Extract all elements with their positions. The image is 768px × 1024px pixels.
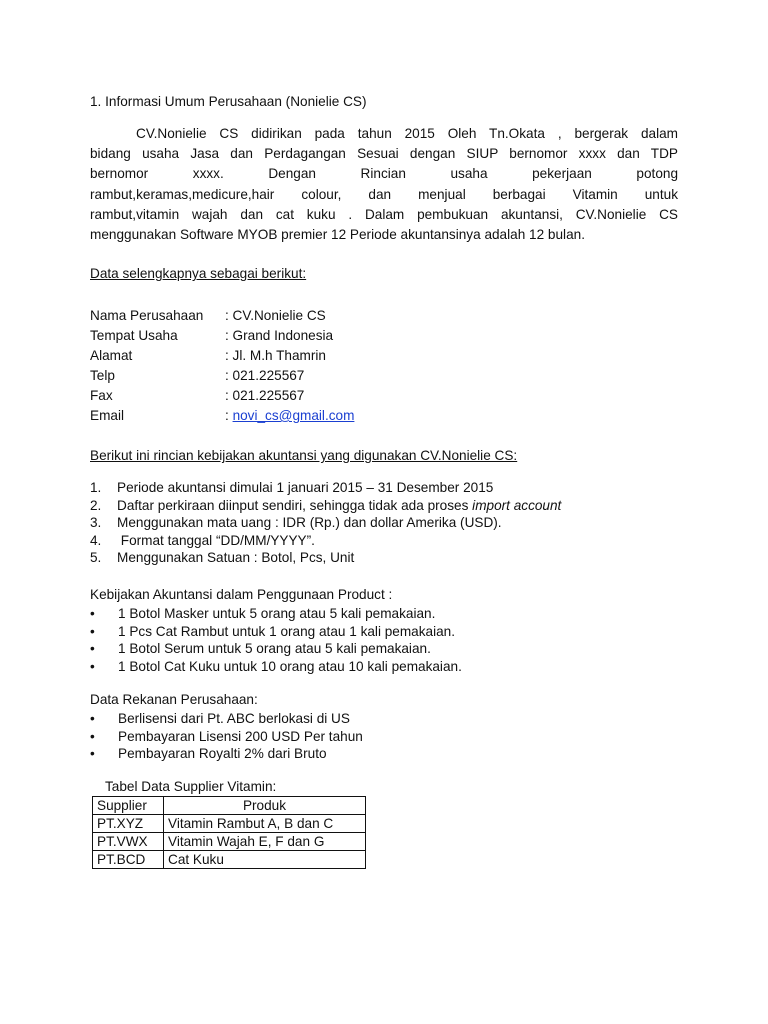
product-list	[90, 605, 462, 675]
company-data-value: : Jl. M.h Thamrin	[225, 348, 326, 363]
email-colon: :	[225, 408, 233, 423]
company-data-value	[225, 406, 354, 426]
table-caption: Tabel Data Supplier Vitamin:	[105, 779, 277, 794]
table-cell: PT.BCD	[93, 851, 164, 869]
bullet-icon: •	[90, 658, 95, 674]
list-item	[90, 549, 561, 567]
paragraph-line: bidang usaha Jasa dan Perdagangan Sesuai dengan SIUP bernomor xxxx dan TDP	[90, 146, 678, 162]
bullet-text: Berlisensi dari Pt. ABC berlokasi di US	[118, 711, 350, 726]
data-title: Data selengkapnya sebagai berikut:	[90, 266, 307, 281]
company-data-row	[90, 326, 354, 346]
list-number: 5.	[90, 550, 102, 566]
company-data-value: : 021.225567	[225, 368, 305, 383]
table-row	[93, 833, 366, 851]
bullet-item	[90, 728, 363, 746]
list-text: Menggunakan mata uang : IDR (Rp.) dan dollar Amerika (USD).	[117, 515, 502, 531]
paragraph-line: rambut,vitamin wajah dan cat kuku . Dalam pembukuan akuntansi, CV.Nonielie CS	[90, 206, 678, 222]
company-description	[90, 124, 678, 245]
list-text: Menggunakan Satuan : Botol, Pcs, Unit	[117, 550, 355, 566]
table-row	[93, 851, 366, 869]
list-item	[90, 514, 561, 532]
policy-list	[90, 479, 561, 567]
bullet-text: Pembayaran Royalti 2% dari Bruto	[118, 746, 327, 762]
email-link[interactable]: novi_cs@gmail.com	[232, 408, 355, 423]
bullet-text: Pembayaran Lisensi 200 USD Per tahun	[118, 728, 363, 744]
list-item	[90, 479, 561, 497]
bullet-text: 1 Botol Masker untuk 5 orang atau 5 kali pemakaian.	[118, 606, 436, 621]
company-data-label: Nama Perusahaan	[90, 308, 204, 323]
table-cell: Vitamin Rambut A, B dan C	[164, 815, 366, 833]
list-number: 2.	[90, 497, 102, 513]
company-data-label: Tempat Usaha	[90, 328, 178, 343]
list-text-plain: Daftar perkiraan diinput sendiri, sehingga tidak ada proses	[117, 497, 473, 513]
paragraph-line: bernomor xxxx. Dengan Rincian usaha pekerjaan potong	[90, 166, 678, 182]
table-cell: Vitamin Wajah E, F dan G	[164, 833, 366, 851]
list-number: 1.	[90, 480, 102, 495]
company-data-label: Email	[90, 408, 124, 423]
bullet-text: 1 Pcs Cat Rambut untuk 1 orang atau 1 kali pemakaian.	[118, 623, 456, 639]
table-cell: PT.VWX	[93, 833, 164, 851]
supplier-table	[92, 796, 366, 869]
bullet-item	[90, 640, 462, 658]
company-data-label: Fax	[90, 388, 113, 403]
company-data-row	[90, 406, 354, 426]
list-item	[90, 532, 561, 550]
section-heading: 1. Informasi Umum Perusahaan (Nonielie CS)	[90, 94, 367, 109]
list-text: Periode akuntansi dimulai 1 januari 2015 – 31 Desember 2015	[117, 480, 494, 495]
bullet-text: 1 Botol Cat Kuku untuk 10 orang atau 10 kali pemakaian.	[118, 658, 462, 674]
bullet-icon: •	[90, 711, 95, 726]
company-data-row	[90, 346, 354, 366]
bullet-item	[90, 658, 462, 676]
list-text	[117, 497, 561, 515]
partner-title: Data Rekanan Perusahaan:	[90, 692, 258, 707]
table-header-supplier: Supplier	[93, 797, 164, 815]
bullet-text: 1 Botol Serum untuk 5 orang atau 5 kali pemakaian.	[118, 641, 431, 657]
company-data-row	[90, 366, 354, 386]
list-number: 3.	[90, 515, 102, 531]
company-data-value: : 021.225567	[225, 388, 305, 403]
list-item	[90, 497, 561, 515]
bullet-icon: •	[90, 641, 95, 657]
bullet-icon: •	[90, 746, 95, 762]
paragraph-line: CV.Nonielie CS didirikan pada tahun 2015 Oleh Tn.Okata , bergerak dalam	[136, 126, 678, 141]
company-data-row	[90, 306, 354, 326]
paragraph-line: menggunakan Software MYOB premier 12 Periode akuntansinya adalah 12 bulan.	[90, 226, 585, 242]
partner-list	[90, 710, 363, 763]
company-data-label: Telp	[90, 368, 115, 383]
bullet-item	[90, 605, 462, 623]
product-title: Kebijakan Akuntansi dalam Penggunaan Product :	[90, 587, 393, 602]
table-header-row	[93, 797, 366, 815]
list-text-italic: import account	[472, 497, 562, 513]
bullet-icon: •	[90, 606, 95, 621]
bullet-icon: •	[90, 623, 95, 639]
company-data-label: Alamat	[90, 348, 133, 363]
bullet-item	[90, 623, 462, 641]
paragraph-line: rambut,keramas,medicure,hair colour, dan menjual berbagai Vitamin untuk	[90, 186, 678, 202]
table-cell: Cat Kuku	[164, 851, 366, 869]
bullet-item	[90, 710, 363, 728]
table-row	[93, 815, 366, 833]
table-cell: PT.XYZ	[93, 815, 164, 833]
company-data-value: : CV.Nonielie CS	[225, 308, 326, 323]
list-number: 4.	[90, 532, 102, 548]
policy-title: Berikut ini rincian kebijakan akuntansi yang digunakan CV.Nonielie CS:	[90, 448, 518, 463]
bullet-item	[90, 745, 363, 763]
bullet-icon: •	[90, 728, 95, 744]
company-data-list	[90, 306, 354, 426]
list-text: Format tanggal “DD/MM/YYYY”.	[117, 532, 315, 548]
company-data-row	[90, 386, 354, 406]
company-data-value: : Grand Indonesia	[225, 328, 334, 343]
table-header-produk: Produk	[164, 797, 366, 815]
